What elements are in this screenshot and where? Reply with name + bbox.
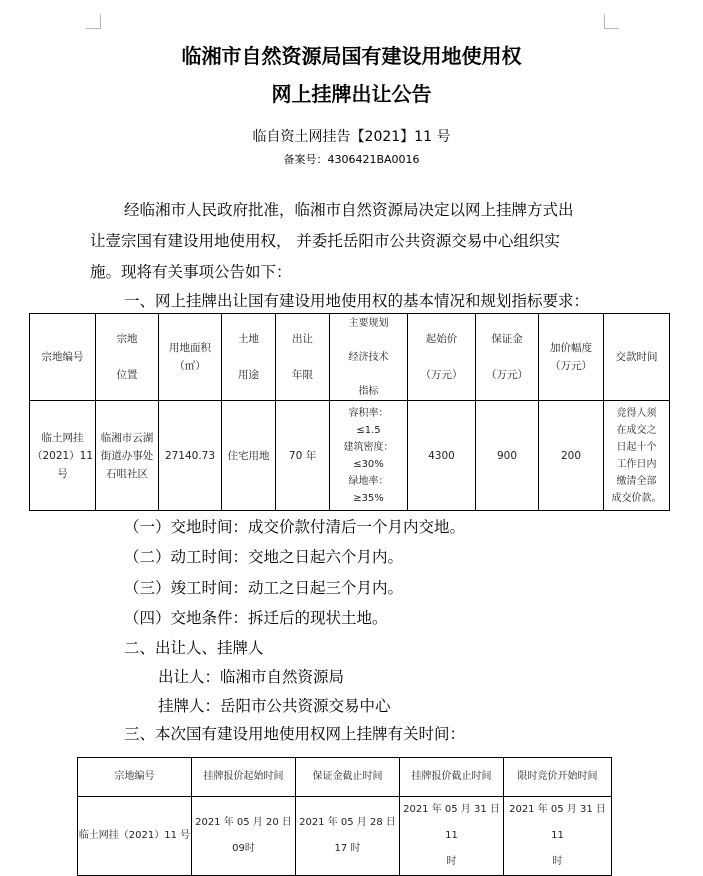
cell-location: 临湘市云湖 街道办事处 石咀社区: [96, 401, 159, 511]
item-start-time: （二）动工时间：交地之日起六个月内。: [124, 548, 404, 566]
cell-area: 27140.73: [159, 401, 222, 511]
table-row: [30, 401, 670, 511]
header-starting-price: 起始价 （万元）: [408, 314, 476, 401]
cell-increment: 200: [539, 401, 604, 511]
timing-cell-parcel-no: 临土网挂（2021）11 号: [78, 797, 192, 876]
cell-parcel-no: 临土网挂 （2021）11 号: [30, 401, 96, 511]
intro-line-3: 施。现将有关事项公告如下：: [90, 263, 292, 281]
cell-starting-price: 4300: [408, 401, 476, 511]
header-term: 出让 年限: [276, 314, 330, 401]
timing-cell-deposit-deadline: 2021 年 05 月 28 日 17 时: [296, 797, 400, 876]
cell-planning-indicators: 容积率： ≤1.5 建筑密度： ≤30% 绿地率： ≥35%: [330, 401, 408, 511]
timing-header-parcel-no: 宗地编号: [78, 758, 192, 797]
document-title-line2: 网上挂牌出让公告: [271, 82, 432, 106]
lister-line: 挂牌人：岳阳市公共资源交易中心: [158, 697, 391, 715]
grantor-line: 出让人：临湘市自然资源局: [158, 668, 345, 686]
basic-table-header-row: [30, 314, 670, 401]
section1-heading: 一、网上挂牌出让国有建设用地使用权的基本情况和规划指标要求：: [124, 292, 590, 310]
section2-heading: 二、出让人、挂牌人: [124, 639, 264, 657]
basic-info-table: [29, 313, 670, 511]
timing-cell-listing-start: 2021 年 05 月 20 日 09时: [192, 797, 296, 876]
header-increment: 加价幅度 （万元）: [539, 314, 604, 401]
cell-deposit: 900: [476, 401, 539, 511]
timing-header-listing-end: 挂牌报价截止时间: [400, 758, 504, 797]
header-area: 用地面积 （㎡）: [159, 314, 222, 401]
record-number: 备案号：4306421BA0016: [283, 153, 420, 166]
header-payment-time: 交款时间: [604, 314, 670, 401]
header-deposit: 保证金 （万元）: [476, 314, 539, 401]
timing-table-header-row: [78, 758, 612, 797]
item-completion-time: （三）竣工时间：动工之日起三个月内。: [124, 579, 404, 597]
margin-corner-top-right: [604, 14, 619, 29]
header-planning-indicators: 主要规划 经济技术 指标: [330, 314, 408, 401]
cell-payment-time: 竞得人须 在成交之 日起十个 工作日内 缴清全部 成交价款。: [604, 401, 670, 511]
item-handover-time: （一）交地时间：成交价款付清后一个月内交地。: [124, 518, 466, 536]
header-location: 宗地 位置: [96, 314, 159, 401]
timing-header-deposit-deadline: 保证金截止时间: [296, 758, 400, 797]
notice-number: 临自资土网挂告【2021】11 号: [252, 129, 451, 145]
intro-line-1: 经临湘市人民政府批准，临湘市自然资源局决定以网上挂牌方式出: [124, 201, 574, 219]
timing-header-listing-start: 挂牌报价起始时间: [192, 758, 296, 797]
header-parcel-no: 宗地编号: [30, 314, 96, 401]
table-row: [78, 797, 612, 876]
timing-header-auction-start: 限时竞价开始时间: [504, 758, 612, 797]
intro-line-2: 让壹宗国有建设用地使用权， 并委托岳阳市公共资源交易中心组织实: [90, 232, 560, 250]
margin-corner-top-left: [86, 14, 101, 29]
header-land-use: 土地 用途: [222, 314, 276, 401]
section3-heading: 三、本次国有建设用地使用权网上挂牌有关时间：: [124, 725, 466, 743]
cell-term: 70 年: [276, 401, 330, 511]
item-handover-condition: （四）交地条件：拆迁后的现状土地。: [124, 609, 388, 627]
timing-cell-listing-end: 2021 年 05 月 31 日 11 时: [400, 797, 504, 876]
cell-land-use: 住宅用地: [222, 401, 276, 511]
timing-table: [77, 757, 612, 876]
timing-cell-auction-start: 2021 年 05 月 31 日 11 时: [504, 797, 612, 876]
document-title-line1: 临湘市自然资源局国有建设用地使用权: [181, 44, 522, 68]
